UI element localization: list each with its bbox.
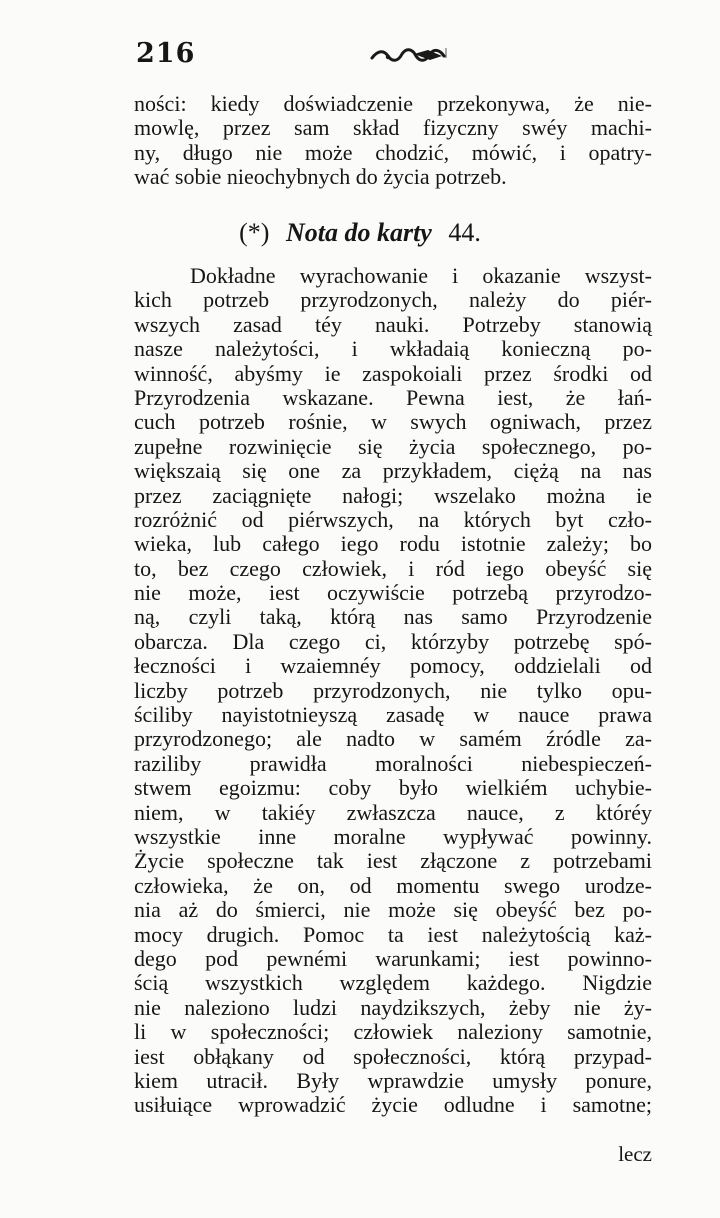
text-line: li w społeczności; człowiek naleziony samotnie, (134, 1019, 652, 1045)
text-line: przyrodzonego; ale nadto w samém źródle za- (134, 726, 652, 752)
text-line: człowieka, że on, od momentu swego urodze- (134, 872, 652, 898)
text-line: kich potrzeb przyrodzonych, należy do piér- (134, 287, 652, 313)
text-line: obarcza. Dla czego ci, którzyby potrzebę spó- (134, 628, 652, 654)
text-line: nasze należytości, i wkładaią konieczną po- (134, 336, 652, 362)
text-line: ności: kiedy doświadczenie przekonywa, że nie- (134, 91, 652, 116)
text-line: wszych zasad téy nauki. Potrzeby stanowią (134, 311, 652, 337)
text-line: łeczności i wzaiemnéy pomocy, oddzielali od (134, 653, 652, 679)
text-line: stwem egoizmu: coby było wielkiém uchybie- (134, 775, 652, 801)
heading-title: Nota do karty (285, 218, 432, 247)
text-line: ną, czyli taką, którą nas samo Przyrodzenie (134, 604, 652, 630)
text-line: większaią się one za przykładem, ciężą na nas (134, 458, 652, 484)
text-line: nie naleziono ludzi naydzikszych, żeby nie ży- (134, 994, 652, 1020)
body-paragraph (134, 264, 652, 1118)
text-line: wszystkie inne moralne wypływać powinny. (134, 823, 652, 849)
text-line: usiłuiące wprowadzić życie odludne i samotne; (134, 1092, 652, 1118)
text-line: winność, abyśmy ie zaspokoiali przez środki od (134, 360, 652, 386)
text-line: nia aż do śmierci, nie może się obeyść bez po- (134, 897, 652, 923)
intro-paragraph (134, 92, 652, 190)
text-line: liczby potrzeb przyrodzonych, nie tylko opu- (134, 677, 652, 703)
catchword: lecz (618, 1142, 652, 1166)
text-line: nie może, iest oczywiście potrzebą przyrodzo- (134, 580, 652, 606)
text-line: ny, długo nie może chodzić, mówić, i opatry- (134, 139, 652, 165)
page-number: 216 (136, 38, 196, 69)
text-line: wieka, lub całego iego rodu istotnie zależy; bo (134, 531, 652, 557)
text-line: mowlę, przez sam skład fizyczny swéy machi- (134, 115, 652, 141)
text-line: przez zaciągnięte nałogi; wszelako można ie (134, 482, 652, 508)
text-line: zupełne rozwinięcie się życia społecznego, po- (134, 433, 652, 459)
text-line: Przyrodzenia wskazane. Pewna iest, że łań- (134, 384, 652, 410)
text-line: rozróżnić od piérwszych, na których byt czło- (134, 506, 652, 532)
text-line: kiem utracił. Były wprawdzie umysły ponure, (134, 1067, 652, 1093)
text-line: raziliby prawidła moralności niebespieczeń- (134, 750, 652, 776)
text-line: ścią wszystkich względem każdego. Nigdzie (134, 970, 652, 996)
footnote-mark: (*) (239, 218, 270, 247)
text-line: niem, w takiéy zwłaszcza nauce, z któréy (134, 799, 652, 825)
text-line: dego pod pewnémi warunkami; iest powinno- (134, 945, 652, 971)
section-heading (0, 218, 720, 248)
printers-flourish-ornament-icon (368, 44, 448, 68)
text-line: mocy drugich. Pomoc ta iest należytością każ- (134, 921, 652, 947)
text-line: wać sobie nieochybnych do życia potrzeb. (134, 164, 507, 190)
text-line: cuch potrzeb rośnie, w swych ogniwach, przez (134, 409, 652, 435)
text-line: ściliby nayistotnieyszą zasadę w nauce prawa (134, 702, 652, 728)
text-line: iest obłąkany od społeczności, którą przypad- (134, 1043, 652, 1069)
text-line: to, bez czego człowiek, i ród iego obeyść się (134, 555, 652, 581)
heading-number: 44. (448, 218, 481, 247)
text-line: Dokładne wyrachowanie i okazanie wszyst- (190, 263, 652, 288)
text-line: Życie społeczne tak iest złączone z potrzebami (134, 848, 652, 874)
